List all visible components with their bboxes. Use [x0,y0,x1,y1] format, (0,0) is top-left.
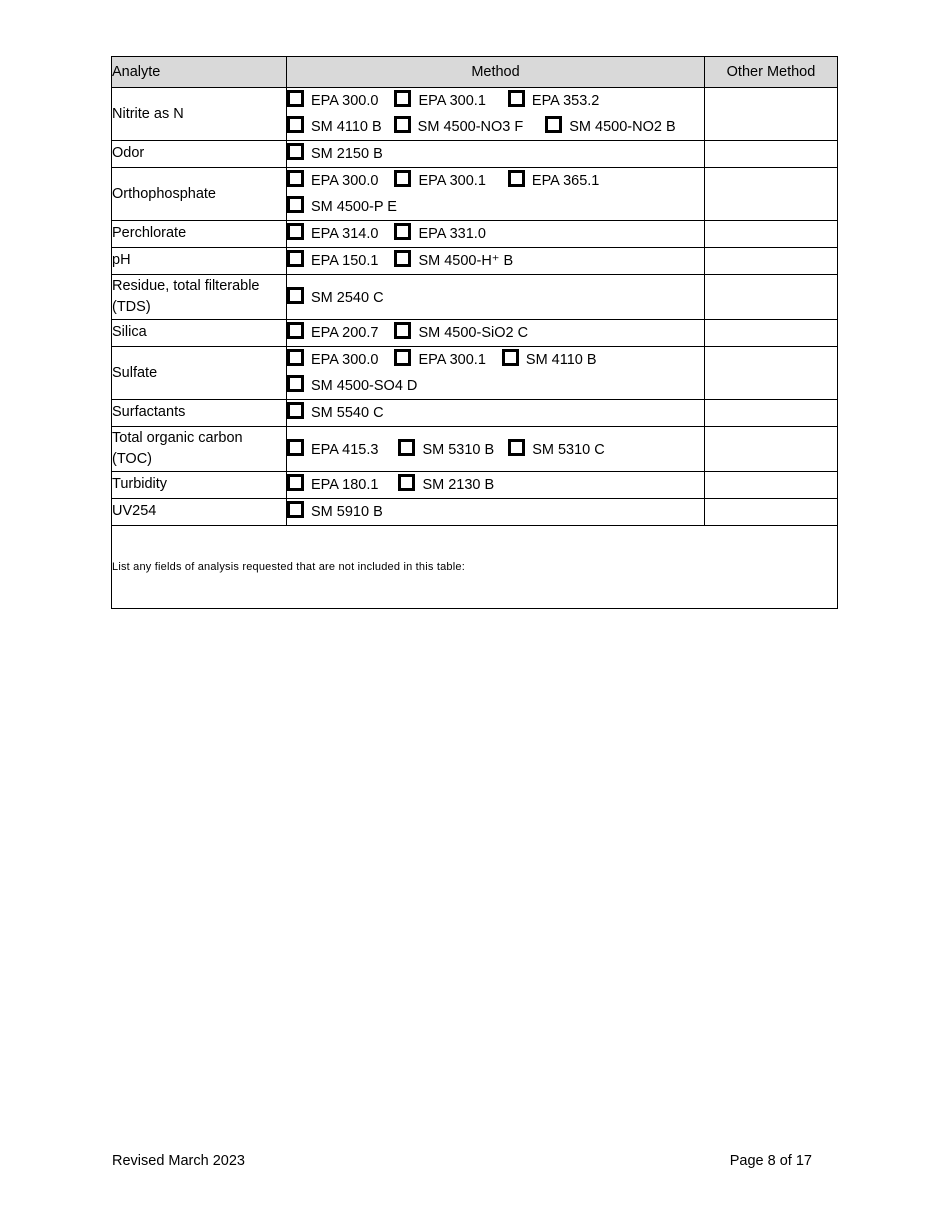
method-label: EPA 300.1 [418,93,486,109]
other-method-input[interactable] [705,168,838,221]
method-line [287,373,704,399]
method-label: EPA 300.1 [418,173,486,189]
method-line [287,400,704,426]
other-method-input[interactable] [705,347,838,400]
checkbox-icon[interactable] [394,90,411,107]
method-cell [287,221,705,248]
checkbox-icon[interactable] [394,223,411,240]
method-option[interactable] [394,173,485,190]
table-row [112,400,838,427]
method-line [287,194,704,220]
method-option[interactable] [508,173,599,190]
method-option[interactable] [287,93,378,110]
other-method-input[interactable] [705,400,838,427]
analyte-cell: Surfactants [112,400,287,427]
method-line [287,499,704,525]
analyte-cell: Sulfate [112,347,287,400]
checkbox-icon[interactable] [398,439,415,456]
method-cell [287,347,705,400]
analyte-cell: Nitrite as N [112,88,287,141]
revised-date: Revised March 2023 [112,1153,245,1169]
method-label: EPA 300.0 [311,352,379,368]
method-label: EPA 180.1 [311,477,379,493]
checkbox-icon[interactable] [508,90,525,107]
method-label: SM 2150 B [311,146,383,162]
method-line [287,437,704,463]
method-label: SM 4500-NO3 F [417,119,524,135]
method-label: SM 2130 B [422,477,495,493]
table-row [112,248,838,275]
method-option[interactable] [398,477,494,494]
method-label: EPA 314.0 [311,226,379,242]
method-option[interactable] [287,173,378,190]
other-method-input[interactable] [705,141,838,168]
method-label: EPA 300.1 [418,352,486,368]
checkbox-icon[interactable] [287,196,304,213]
method-cell [287,168,705,221]
method-cell [287,275,705,320]
method-label: SM 2540 C [311,290,384,306]
other-method-input[interactable] [705,472,838,499]
checkbox-icon[interactable] [394,116,411,133]
table-header-row [112,57,838,88]
analyte-cell: Turbidity [112,472,287,499]
checkbox-icon[interactable] [287,287,304,304]
method-label: SM 4500-P E [311,199,397,215]
method-label: EPA 415.3 [311,442,379,458]
checkbox-icon[interactable] [287,250,304,267]
method-option[interactable] [287,226,378,243]
method-option[interactable] [287,352,378,369]
checkbox-icon[interactable] [508,170,525,187]
notes-label: List any fields of analysis requested that are not included in this table: [112,561,465,573]
method-line [287,320,704,346]
checkbox-icon[interactable] [502,349,519,366]
method-line [287,285,704,311]
method-cell [287,472,705,499]
checkbox-icon[interactable] [287,223,304,240]
method-option[interactable] [287,504,383,521]
table-row [112,168,838,221]
method-label: EPA 200.7 [311,325,379,341]
analyte-cell: Perchlorate [112,221,287,248]
checkbox-icon[interactable] [287,349,304,366]
method-option[interactable] [287,199,397,216]
method-line [287,248,704,274]
method-label: SM 5310 B [422,442,495,458]
method-option[interactable] [287,325,378,342]
checkbox-icon[interactable] [394,170,411,187]
analyte-method-table [111,56,838,609]
method-option[interactable] [287,405,384,422]
notes-field[interactable] [112,526,838,609]
analyte-cell: Orthophosphate [112,168,287,221]
method-label: SM 4500-H⁺ B [418,253,514,269]
method-option[interactable] [394,325,528,342]
method-option[interactable] [394,119,524,136]
analyte-cell: UV254 [112,499,287,526]
table-row [112,88,838,141]
checkbox-icon[interactable] [394,349,411,366]
checkbox-icon[interactable] [287,116,304,133]
method-option[interactable] [287,442,378,459]
analyte-cell: Silica [112,320,287,347]
method-label: EPA 300.0 [311,93,379,109]
checkbox-icon[interactable] [287,90,304,107]
method-label: SM 4110 B [525,352,597,368]
checkbox-icon[interactable] [287,143,304,160]
other-method-input[interactable] [705,499,838,526]
header-analyte: Analyte [112,57,287,88]
method-option[interactable] [508,442,605,459]
other-method-input[interactable] [705,320,838,347]
analyte-cell: Odor [112,141,287,168]
method-option[interactable] [394,93,485,110]
method-label: SM 4500-NO2 B [569,119,676,135]
method-label: SM 4500-SiO2 C [418,325,529,341]
table-row [112,499,838,526]
method-label: SM 5310 C [532,442,605,458]
table-row [112,347,838,400]
method-line [287,221,704,247]
table-row [112,275,838,320]
checkbox-icon[interactable] [287,170,304,187]
analyte-cell: Total organic carbon (TOC) [112,427,287,472]
checkbox-icon[interactable] [287,501,304,518]
method-option[interactable] [287,253,378,270]
other-method-input[interactable] [705,427,838,472]
table-row [112,320,838,347]
table-body [112,88,838,526]
checkbox-icon[interactable] [287,439,304,456]
header-other-method: Other Method [705,57,838,88]
method-option[interactable] [508,93,599,110]
header-method: Method [287,57,705,88]
checkbox-icon[interactable] [545,116,562,133]
method-line [287,88,704,114]
method-cell [287,400,705,427]
checkbox-icon[interactable] [287,322,304,339]
method-label: EPA 353.2 [531,93,600,109]
table-row [112,427,838,472]
method-option[interactable] [287,477,378,494]
other-method-input[interactable] [705,275,838,320]
method-option[interactable] [394,253,513,270]
table-row [112,472,838,499]
method-label: EPA 365.1 [531,173,600,189]
method-option[interactable] [287,290,384,307]
method-option[interactable] [545,119,675,136]
method-option[interactable] [394,226,485,243]
method-line [287,141,704,167]
other-method-input[interactable] [705,221,838,248]
method-label: EPA 300.0 [311,173,379,189]
checkbox-icon[interactable] [508,439,525,456]
method-cell [287,320,705,347]
method-label: SM 4500-SO4 D [311,378,418,394]
method-label: SM 5540 C [311,405,384,421]
method-line [287,347,704,373]
checkbox-icon[interactable] [287,375,304,392]
method-cell [287,248,705,275]
table-row [112,221,838,248]
method-cell [287,88,705,141]
method-label: EPA 331.0 [418,226,486,242]
method-label: SM 5910 B [311,504,383,520]
checkbox-icon[interactable] [394,250,411,267]
method-line [287,168,704,194]
method-option[interactable] [287,378,417,395]
table-row [112,141,838,168]
checkbox-icon[interactable] [398,474,415,491]
method-option[interactable] [394,352,485,369]
method-cell [287,499,705,526]
checkbox-icon[interactable] [287,474,304,491]
method-line [287,472,704,498]
checkbox-icon[interactable] [394,322,411,339]
method-cell [287,141,705,168]
method-cell [287,427,705,472]
checkbox-icon[interactable] [287,402,304,419]
method-label: EPA 150.1 [311,253,379,269]
analyte-cell: pH [112,248,287,275]
method-label: SM 4110 B [311,119,382,135]
method-option[interactable] [502,352,597,369]
analyte-cell: Residue, total filterable (TDS) [112,275,287,320]
method-option[interactable] [287,119,382,136]
method-line [287,114,704,140]
method-option[interactable] [287,146,383,163]
other-method-input[interactable] [705,248,838,275]
method-option[interactable] [398,442,494,459]
notes-row [112,526,838,609]
page-number: Page 8 of 17 [729,1153,812,1169]
other-method-input[interactable] [705,88,838,141]
